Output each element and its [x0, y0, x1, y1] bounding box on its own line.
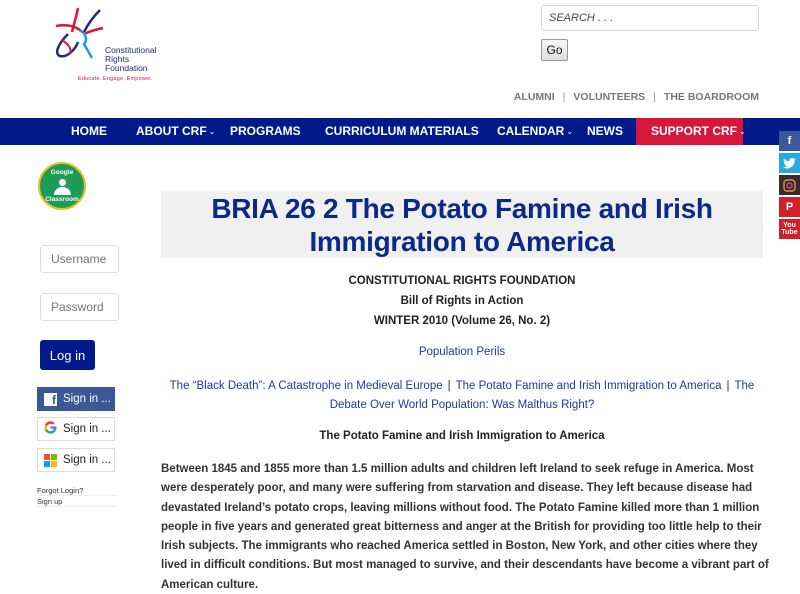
password-input[interactable]: [40, 293, 119, 321]
separator: |: [447, 380, 451, 392]
chevron-down-icon: ⌄: [739, 127, 746, 136]
main-nav: [0, 118, 800, 145]
nav-about-crf[interactable]: [136, 118, 215, 145]
youtube-icon[interactable]: You Tube: [779, 219, 800, 239]
nav-curriculum-materials[interactable]: [325, 118, 479, 145]
microsoft-sign-in-button[interactable]: [37, 448, 115, 472]
issue-info: WINTER 2010 (Volume 26, No. 2): [373, 315, 551, 327]
google-logo-icon: [44, 421, 57, 437]
google-classroom-button[interactable]: [38, 162, 86, 210]
nav-calendar-label: CALENDAR: [497, 124, 565, 138]
logo-tagline: Educate. Engage. Empower.: [78, 76, 153, 82]
social-links: [779, 131, 800, 241]
instagram-glyph-icon: [783, 179, 796, 192]
account-links: [37, 485, 117, 507]
separator: |: [562, 91, 566, 103]
nav-calendar[interactable]: [497, 118, 573, 145]
nav-news[interactable]: [587, 118, 623, 145]
star-logo-icon: [48, 4, 108, 84]
facebook-sign-in-button[interactable]: [37, 387, 115, 411]
login-button[interactable]: Log in: [40, 340, 95, 370]
article-subheading: The Potato Famine and Irish Immigration to America: [319, 430, 605, 442]
nav-home-label: HOME: [71, 124, 107, 138]
search-go-button[interactable]: Go: [541, 39, 568, 61]
top-link-alumni[interactable]: ALUMNI: [513, 91, 555, 103]
microsoft-sign-in-label: Sign in ...: [63, 454, 111, 466]
logo-name: [105, 46, 157, 73]
top-link-boardroom[interactable]: THE BOARDROOM: [663, 91, 759, 103]
top-link-volunteers[interactable]: VOLUNTEERS: [573, 91, 646, 103]
page-title: BRIA 26 2 The Potato Famine and Irish Immigration to America: [211, 193, 713, 257]
article-intro: Between 1845 and 1855 more than 1.5 million adults and children left Ireland to seek refuge in America. Most were desperately poor, and many were suffering from starvation and disease. They left because disease had devastated Ireland’s potato crops, leaving millions without food. The Potato Famine killed more than 1 million people in five years and generated great bitterness and anger at the British for providing too little help to their Irish subjects. The immigrants who reached America settled in Boston, New York, and other cities where they lived in difficult conditions. But most managed to survive, and their descendants have become a vibrant part of American culture.: [161, 463, 769, 591]
chevron-down-icon: ⌄: [208, 127, 216, 136]
username-input[interactable]: [40, 245, 119, 273]
top-links: [514, 91, 759, 103]
publication-name: Bill of Rights in Action: [400, 295, 524, 307]
classroom-person-icon: [59, 179, 66, 186]
page-title-box: [161, 191, 763, 258]
google-sign-in-button[interactable]: [37, 417, 115, 441]
separator: |: [726, 380, 730, 392]
nav-programs[interactable]: [230, 118, 301, 145]
topic-link[interactable]: Population Perils: [418, 346, 506, 358]
google-classroom-line2: Classroom: [45, 196, 79, 203]
related-articles: [161, 377, 763, 415]
logo-line-3: Foundation: [105, 63, 148, 73]
nav-about-label: ABOUT CRF: [136, 124, 207, 138]
nav-news-label: NEWS: [587, 124, 623, 138]
nav-home[interactable]: [71, 118, 107, 145]
nav-support-crf[interactable]: [636, 118, 746, 145]
forgot-login-link[interactable]: Forgot Login?: [37, 485, 117, 496]
crf-logo[interactable]: [48, 4, 168, 84]
google-sign-in-label: Sign in ...: [63, 423, 111, 435]
facebook-logo-icon: f: [44, 393, 57, 406]
sign-up-link[interactable]: Sign up: [37, 496, 117, 507]
nav-programs-label: PROGRAMS: [230, 124, 301, 138]
classroom-person-body-icon: [54, 187, 71, 195]
nav-support-label: SUPPORT CRF: [651, 124, 738, 138]
chevron-down-icon: ⌄: [566, 127, 574, 136]
search-input[interactable]: [541, 5, 759, 31]
microsoft-logo-icon: [44, 454, 57, 467]
org-name: CONSTITUTIONAL RIGHTS FOUNDATION: [348, 275, 576, 287]
related-link-black-death[interactable]: The “Black Death”: A Catastrophe in Medieval Europe: [169, 380, 443, 392]
google-classroom-line1: Google: [50, 169, 74, 176]
facebook-sign-in-label: Sign in ...: [63, 393, 111, 405]
facebook-icon[interactable]: f: [779, 131, 800, 151]
related-link-potato-famine[interactable]: The Potato Famine and Irish Immigration to America: [455, 380, 722, 392]
pinterest-icon[interactable]: P: [779, 197, 800, 217]
twitter-icon[interactable]: [779, 153, 800, 173]
instagram-icon[interactable]: [779, 175, 800, 195]
twitter-bird-icon: [783, 158, 796, 169]
logo-line-2: Rights: [105, 54, 130, 64]
separator: |: [653, 91, 656, 103]
logo-line-1: Constitutional: [105, 45, 157, 55]
related-link-malthus[interactable]: The Debate Over World Population: Was Malthus Right?: [329, 380, 755, 411]
nav-curriculum-label: CURRICULUM MATERIALS: [325, 124, 479, 138]
